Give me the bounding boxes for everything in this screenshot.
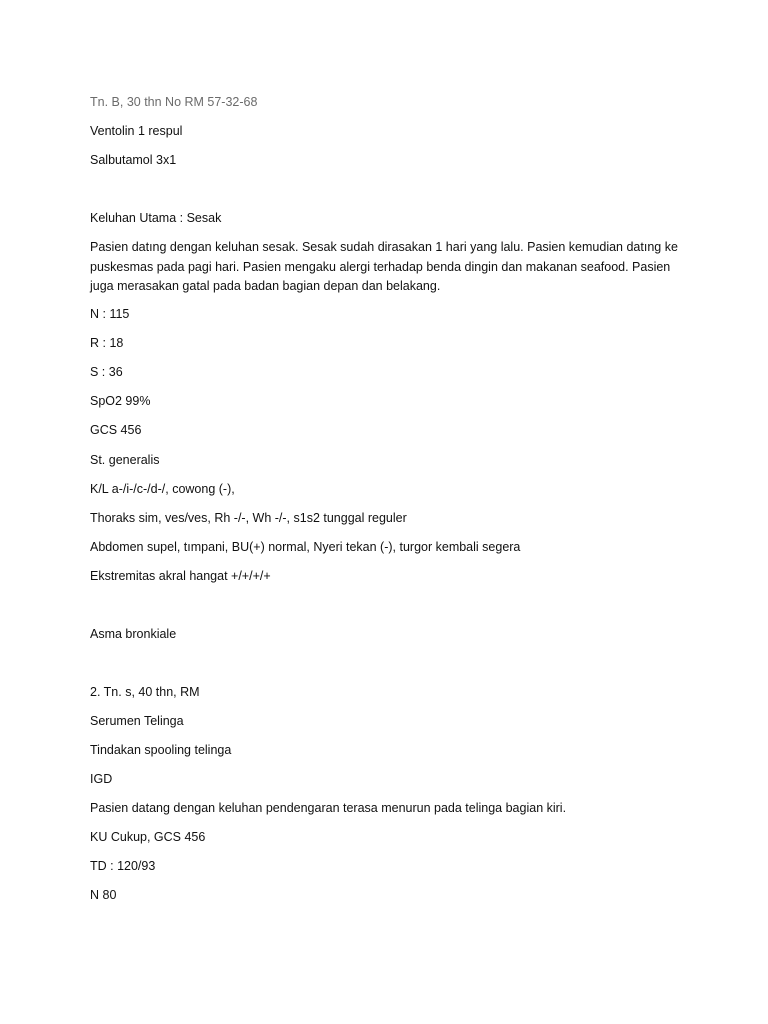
entry-line: N 80	[90, 888, 117, 902]
therapy-line: Salbutamol 3x1	[90, 153, 177, 167]
history-paragraph: Pasien datıng dengan keluhan sesak. Sesak sudah dirasakan 1 hari yang lalu. Pasien kemudian datıng ke puskesmas pada pagi hari. Pasien mengaku alergi terhadap benda dingin dan makanan seafood. Pasien juga merasakan gatal pada badan bagian depan dan belakang.	[90, 240, 678, 293]
diagnosis: Asma bronkiale	[90, 627, 177, 641]
exam-line: Thoraks sim, ves/ves, Rh -/-, Wh -/-, s1s2 tunggal reguler	[90, 511, 407, 525]
therapy-line: Ventolin 1 respul	[90, 124, 183, 138]
patient-header-2: 2. Tn. s, 40 thn, RM	[90, 685, 200, 699]
vital-sign: N : 115	[90, 307, 130, 321]
entry-line: Serumen Telinga	[90, 714, 184, 728]
entry-line: TD : 120/93	[90, 859, 156, 873]
vital-sign: GCS 456	[90, 423, 142, 437]
vital-sign: R : 18	[90, 336, 124, 350]
exam-line: St. generalis	[90, 453, 160, 467]
vital-sign: S : 36	[90, 365, 123, 379]
entry-line: Tindakan spooling telinga	[90, 743, 232, 757]
entry-line: Pasien datang dengan keluhan pendengaran terasa menurun pada telinga bagian kiri.	[90, 801, 567, 815]
exam-line: Ekstremitas akral hangat +/+/+/+	[90, 569, 271, 583]
patient-header-1: Tn. B, 30 thn No RM 57-32-68	[90, 95, 258, 109]
exam-line: K/L a-/i-/c-/d-/, cowong (-),	[90, 482, 235, 496]
exam-line: Abdomen supel, tımpani, BU(+) normal, Nyeri tekan (-), turgor kembali segera	[90, 540, 521, 554]
vital-sign: SpO2 99%	[90, 394, 151, 408]
entry-line: IGD	[90, 772, 113, 786]
entry-line: KU Cukup, GCS 456	[90, 830, 206, 844]
chief-complaint: Keluhan Utama : Sesak	[90, 211, 222, 225]
